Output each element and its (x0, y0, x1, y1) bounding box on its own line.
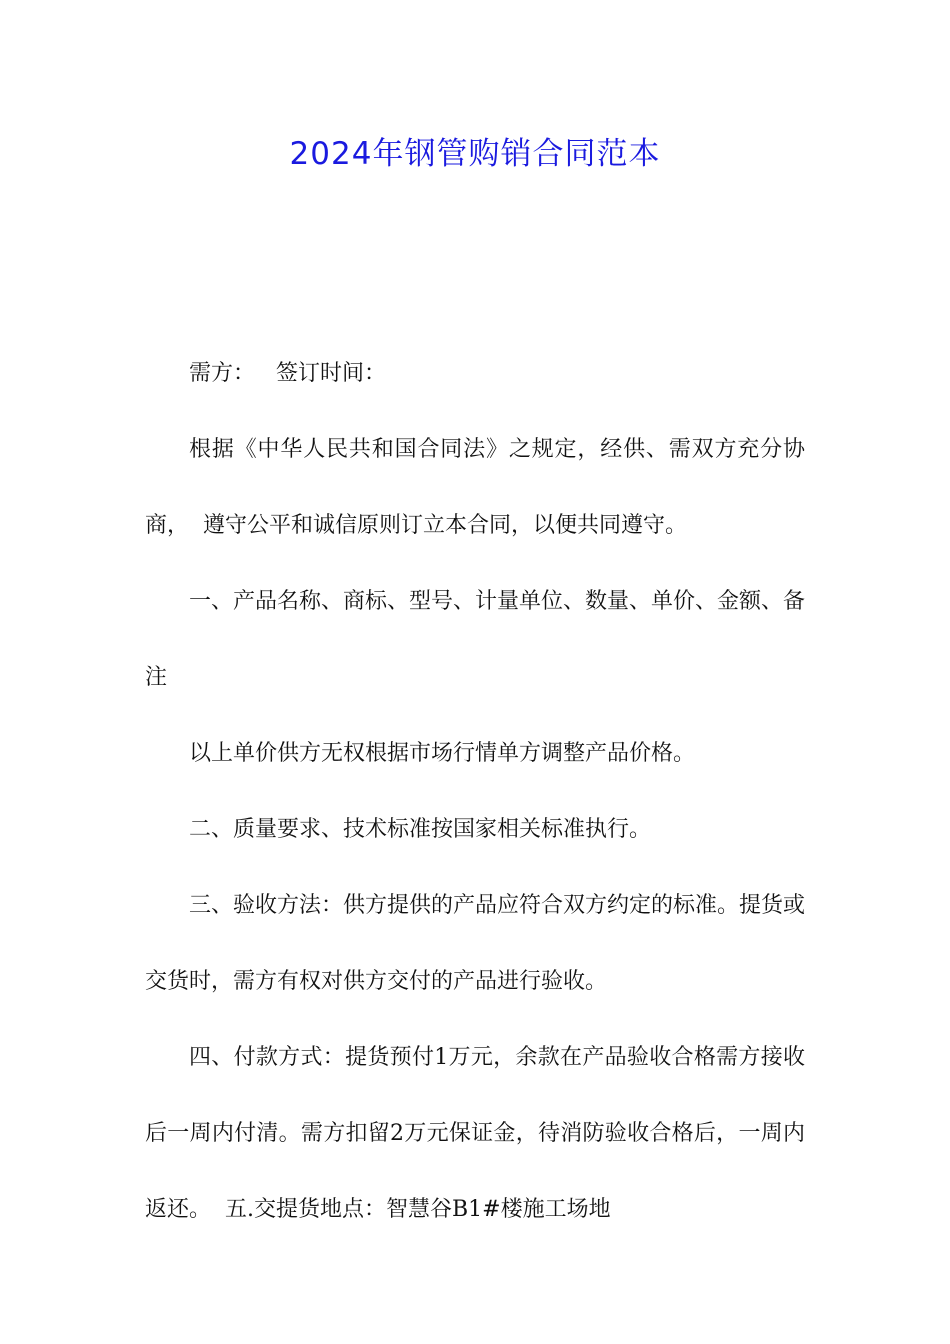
document-body (145, 336, 805, 1248)
paragraph-price-note: 以上单价供方无权根据市场行情单方调整产品价格。 (189, 741, 696, 766)
paragraph-preamble: 根据《中华人民共和国合同法》之规定，经供、需双方充分协商， 遵守公平和诚信原则订立本合同，以便共同遵守。 (145, 437, 805, 538)
paragraph-clause-1: 一、产品名称、商标、型号、计量单位、数量、单价、金额、备注 (145, 589, 806, 690)
paragraph-clause-4: 四、付款方式：提货预付1万元，余款在产品验收合格需方接收后一周内付清。需方扣留2万元保证金，待消防验收合格后，一周内返还。 五.交提货地点：智慧谷B1#楼施工场地 (145, 1045, 805, 1222)
document-title: 2024年钢管购销合同范本 (289, 136, 661, 172)
paragraph-clause-2: 二、质量要求、技术标准按国家相关标准执行。 (189, 817, 652, 842)
paragraph-parties: 需方： 签订时间： (189, 361, 386, 386)
paragraph-clause-3: 三、验收方法：供方提供的产品应符合双方约定的标准。提货或交货时，需方有权对供方交付的产品进行验收。 (145, 893, 806, 994)
